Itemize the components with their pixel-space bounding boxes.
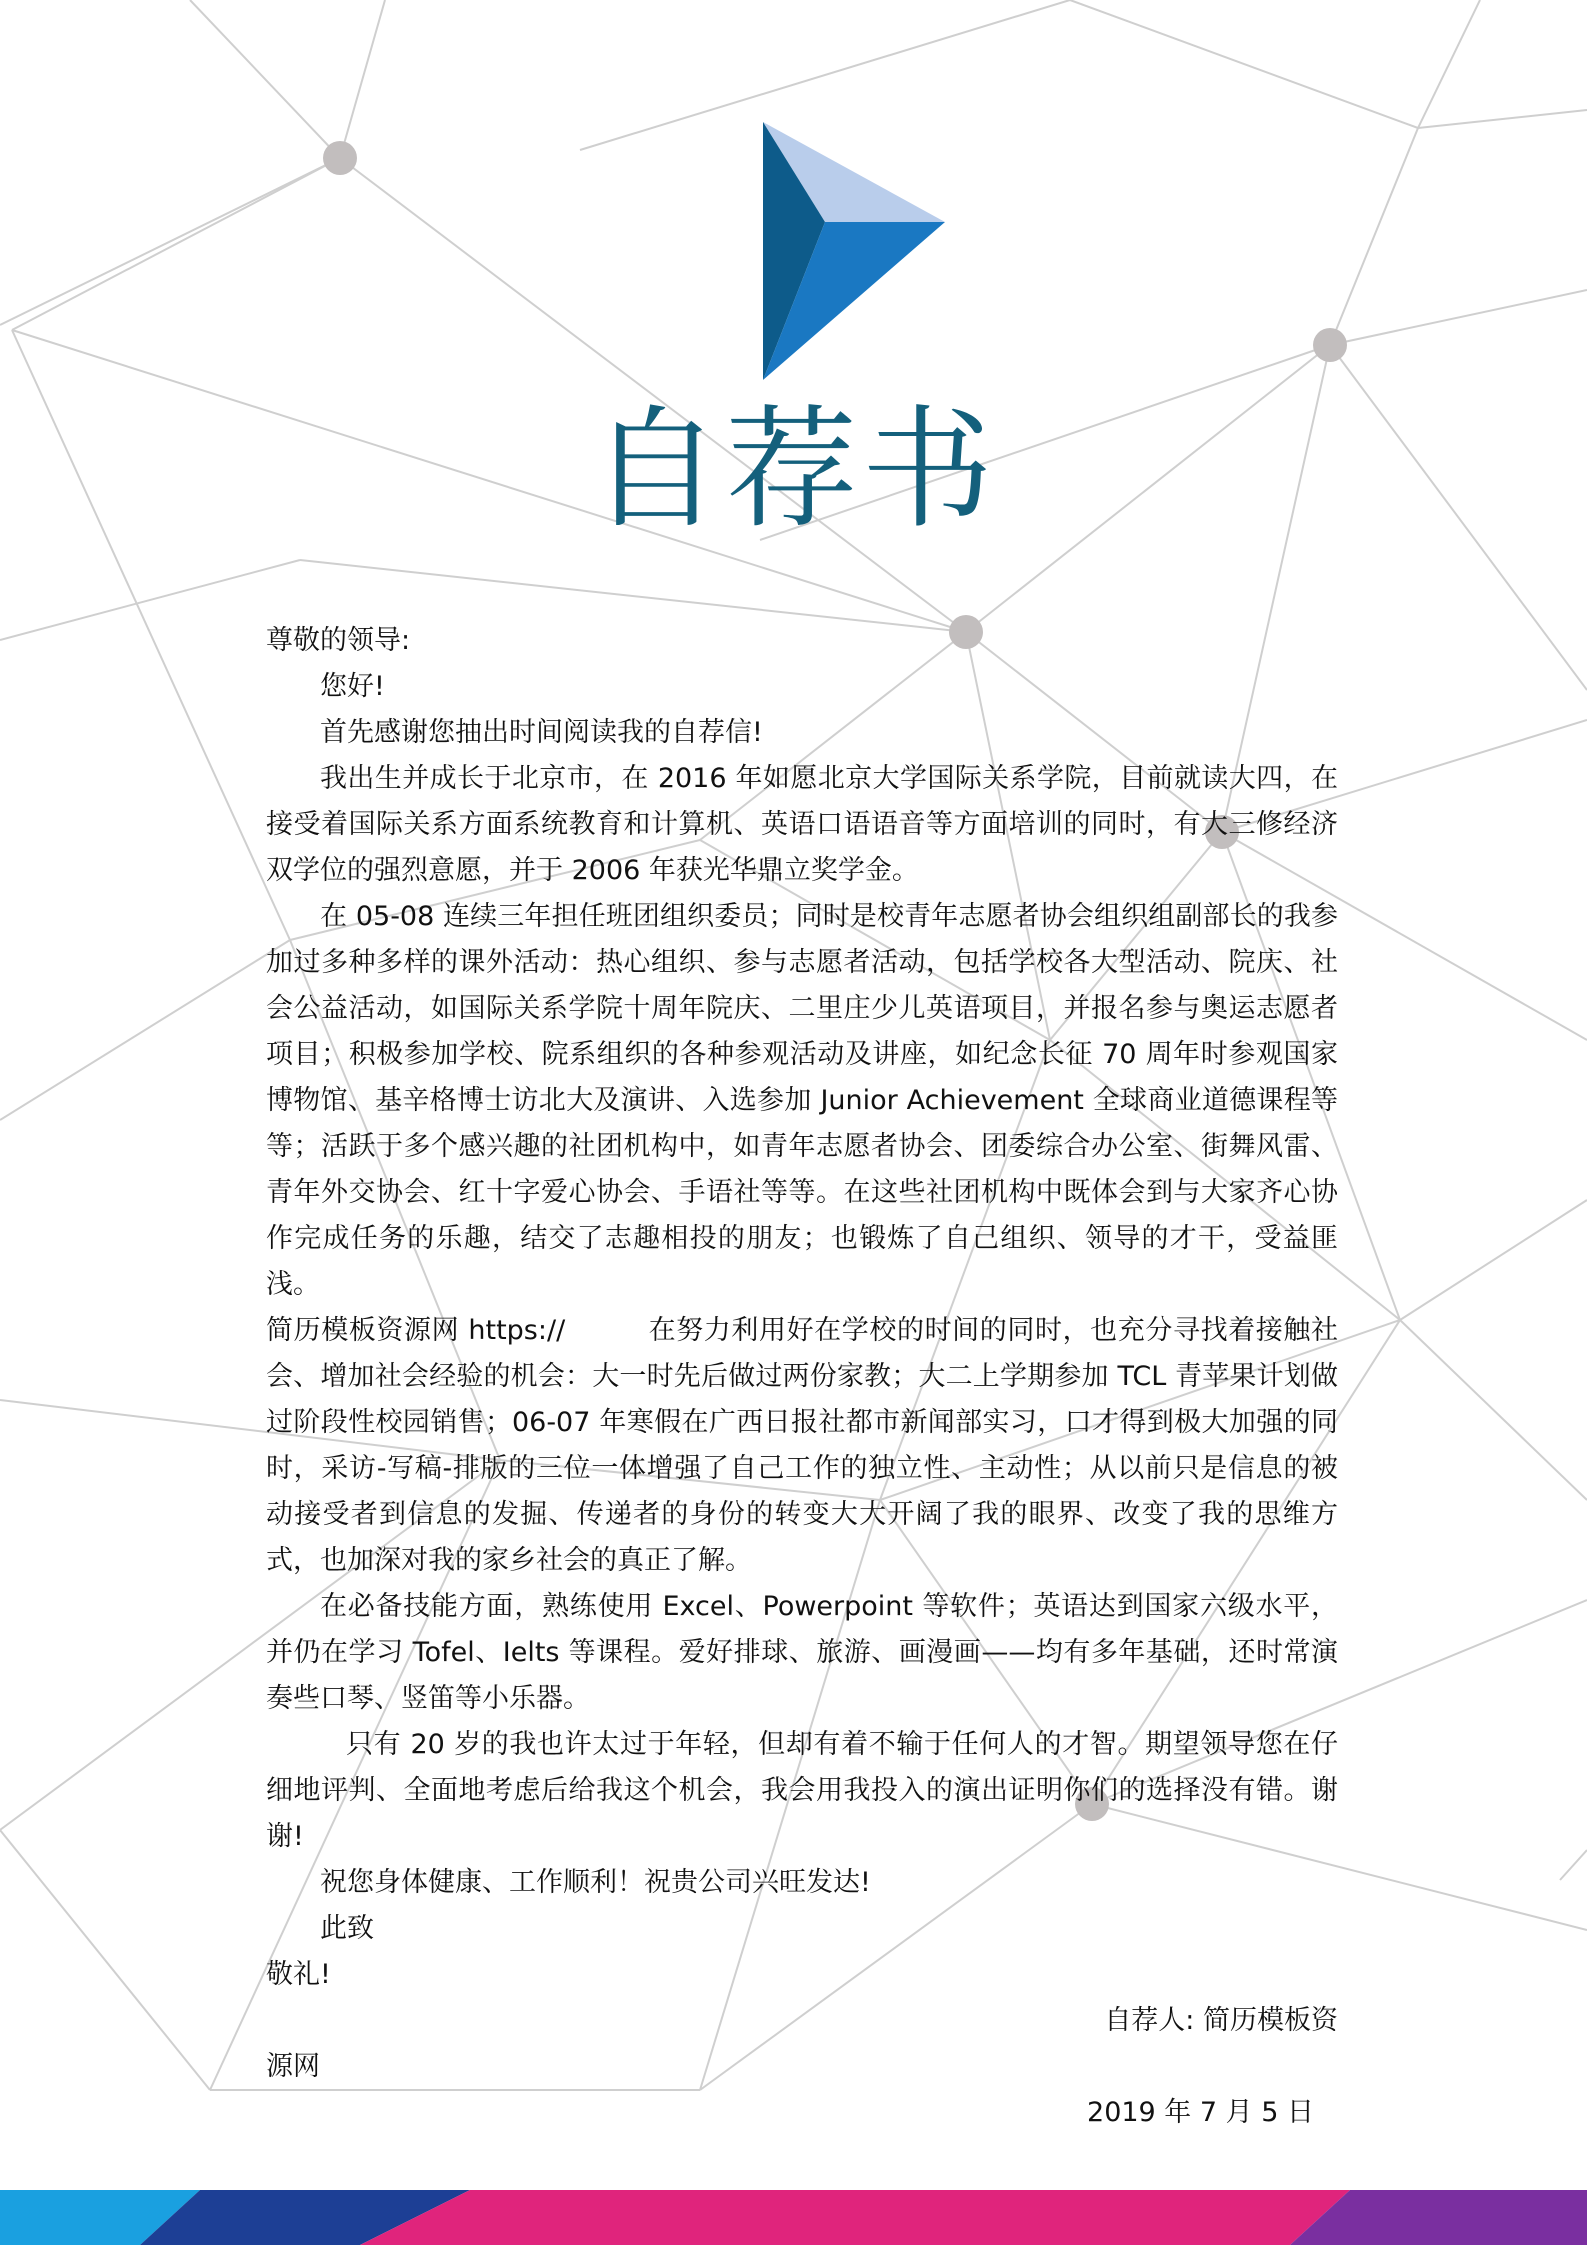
bottom-decorative-band — [0, 2190, 1587, 2245]
greeting: 您好! — [320, 671, 385, 702]
signature: 自荐人: 简历模板资 — [1104, 2005, 1338, 2036]
paragraph-social: 简历模板资源网 https:// 在努力利用好在学校的时间的同时，也充分寻找着接触社会、增加社会经验的机会：大一时先后做过两份家教；大二上学期参加 TCL 青苹果计划做过阶段性校园销售；06-07 年寒假在广西日报社都市新闻部实习，口才得到极大加强的同时，采访-写稿-排版的三位一体增强了自己工作的独立性、主动性；从以前只是信息的被动接受者到信息的发掘、传递者的身份的转变大大开阔了我的眼界、改变了我的思维方式，也加深对我的家乡社会的真正了解。 — [266, 1315, 1338, 1576]
thanks-line: 首先感谢您抽出时间阅读我的自荐信! — [320, 717, 763, 748]
paragraph-skills: 在必备技能方面，熟练使用 Excel、Powerpoint 等软件；英语达到国家六级水平，并仍在学习 Tofel、Ielts 等课程。爱好排球、旅游、画漫画——均有多年基础，还时常演奏些口琴、竖笛等小乐器。 — [266, 1591, 1338, 1714]
letter-date: 2019 年 7 月 5 日 — [1087, 2097, 1314, 2128]
paragraph-activities: 在 05-08 连续三年担任班团组织委员；同时是校青年志愿者协会组织组副部长的我参加过多种多样的课外活动：热心组织、参与志愿者活动，包括学校各大型活动、院庆、社会公益活动，如国际关系学院十周年院庆、二里庄少儿英语项目，并报名参与奥运志愿者项目；积极参加学校、院系组织的各种参观活动及讲座，如纪念长征 70 周年时参观国家博物馆、基辛格博士访北大及演讲、入选参加 Junior Achievement 全球商业道德课程等等；活跃于多个感兴趣的社团机构中，如青年志愿者协会、团委综合办公室、街舞风雷、青年外交协会、红十字爱心协会、手语社等等。在这些社团机构中既体会到与大家齐心协作完成任务的乐趣，结交了志趣相投的朋友；也锻炼了自己组织、领导的才干，受益匪浅。 — [266, 901, 1338, 1300]
cizhi-line: 此致 — [320, 1913, 374, 1944]
paragraph-intro: 我出生并成长于北京市，在 2016 年如愿北京大学国际关系学院，目前就读大四，在接受着国际关系方面系统教育和计算机、英语口语语音等方面培训的同时，有大三修经济双学位的强烈意愿，并于 2006 年获光华鼎立奖学金。 — [266, 763, 1338, 886]
page-title: 自荐书 — [589, 393, 998, 547]
letter-body — [266, 618, 1338, 2136]
salutation: 尊敬的领导: — [266, 625, 411, 656]
logo-triangle-icon — [763, 122, 945, 380]
jingli-line: 敬礼! — [266, 1959, 331, 1990]
signature-continued: 源网 — [266, 2051, 320, 2082]
wishes-line: 祝您身体健康、工作顺利！祝贵公司兴旺发达! — [320, 1867, 871, 1898]
paragraph-closing: 只有 20 岁的我也许太过于年轻，但却有着不输于任何人的才智。期望领导您在仔细地评判、全面地考虑后给我这个机会，我会用我投入的演出证明你们的选择没有错。谢谢! — [266, 1729, 1338, 1852]
